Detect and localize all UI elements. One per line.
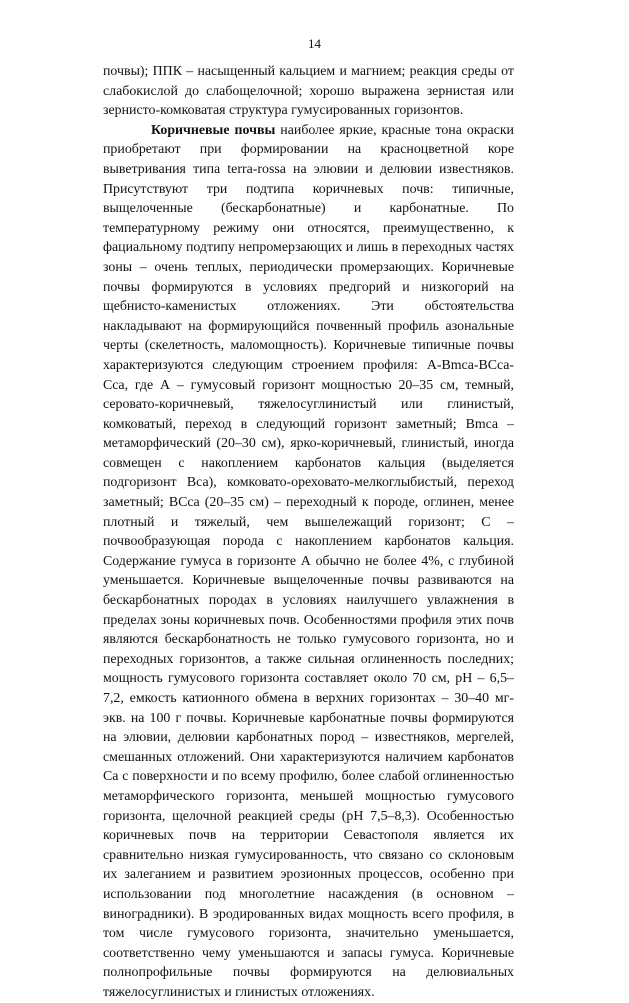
paragraph-body: наиболее яркие, красные тона окраски приобретают при формировании на красноцветной коре выветривания типа terra-rossa на элювии и делювии известняков. Присутствуют три подтипа коричневых почв: типичные, выщелоченные (бескарбонатные) и карбонатные. По температурному режиму они относятся, преимущественно, к фациальному подтипу непромерзающих и лишь в переходных частях зоны – очень теплых, периодически промерзающих. Коричневые почвы формируются в условиях предгорий и низкогорий на щебнисто-каменистых отложениях. Эти обстоятельства накладывают на формирующийся почвенный профиль азональные черты (скелетность, маломощность). Коричневые типичные почвы характеризуются следующим строением профиля: A-Bmca-BCca-Cca, где А – гумусовый горизонт мощностью 20–35 см, темный, серовато-коричневый, тяжелосуглинистый или глинистый, комковатый, переход в следующий горизонт заметный; Bmca – метаморфический (20–30 см), ярко-коричневый, глинистый, иногда совмещен с накоплением карбонатов кальция (выделяется подгоризонт Вса), комковато-ореховато-мелкоглыбистый, переход заметный; BCca (20–35 см) – переходный к породе, оглинен, менее плотный и тяжелый, чем вышележащий горизонт; С – почвообразующая порода с накоплением карбонатов кальция. Содержание гумуса в горизонте А обычно не более 4%, с глубиной уменьшается. Коричневые выщелоченные почвы развиваются на бескарбонатных породах в условиях наилучшего увлажнения в пределах зоны коричневых почв. Особенностями профиля этих почв являются бескарбонатность не только гумусового горизонта, но и переходных горизонтов, а также сильная оглиненность последних; мощность гумусового горизонта составляет около 70 см, рН – 6,5–7,2, емкость катионного обмена в верхних горизонтах – 30–40 мг-экв. на 100 г почвы. Коричневые карбонатные почвы формируются на элювии, делювии карбонатных пород – известняков, мергелей, смешанных отложений. Они характеризуются наличием карбонатов Са с поверхности и по всему профилю, более слабой оглиненностью метаморфического горизонта, меньшей мощностью гумусового горизонта, щелочной реакцией среды (рН 7,5–8,3). Особенностью коричневых почв на территории Севастополя является их сравнительно низкая гумусированность, что связано со склоновым их залеганием и развитием эрозионных процессов, особенно при использовании под многолетние насаждения (в основном – виноградники). В эродированных видах мощность всего профиля, в том числе гумусового горизонта, значительно уменьшается, соответственно чему уменьшаются и запасы гумуса. Коричневые полнопрофильные почвы формируются на делювиальных тяжелосуглинистых и глинистых отложениях. (103, 122, 514, 1000)
intro-paragraph: почвы); ППК – насыщенный кальцием и магнием; реакция среды от слабокислой до слабощелочной; хорошо выражена зернистая или зернисто-комковатая структура гумусированных горизонтов. (103, 64, 514, 119)
paragraph-lead-term: Коричневые почвы (151, 122, 276, 138)
main-paragraph (103, 121, 514, 1003)
page-number: 14 (308, 36, 321, 51)
text-block (103, 62, 514, 1003)
